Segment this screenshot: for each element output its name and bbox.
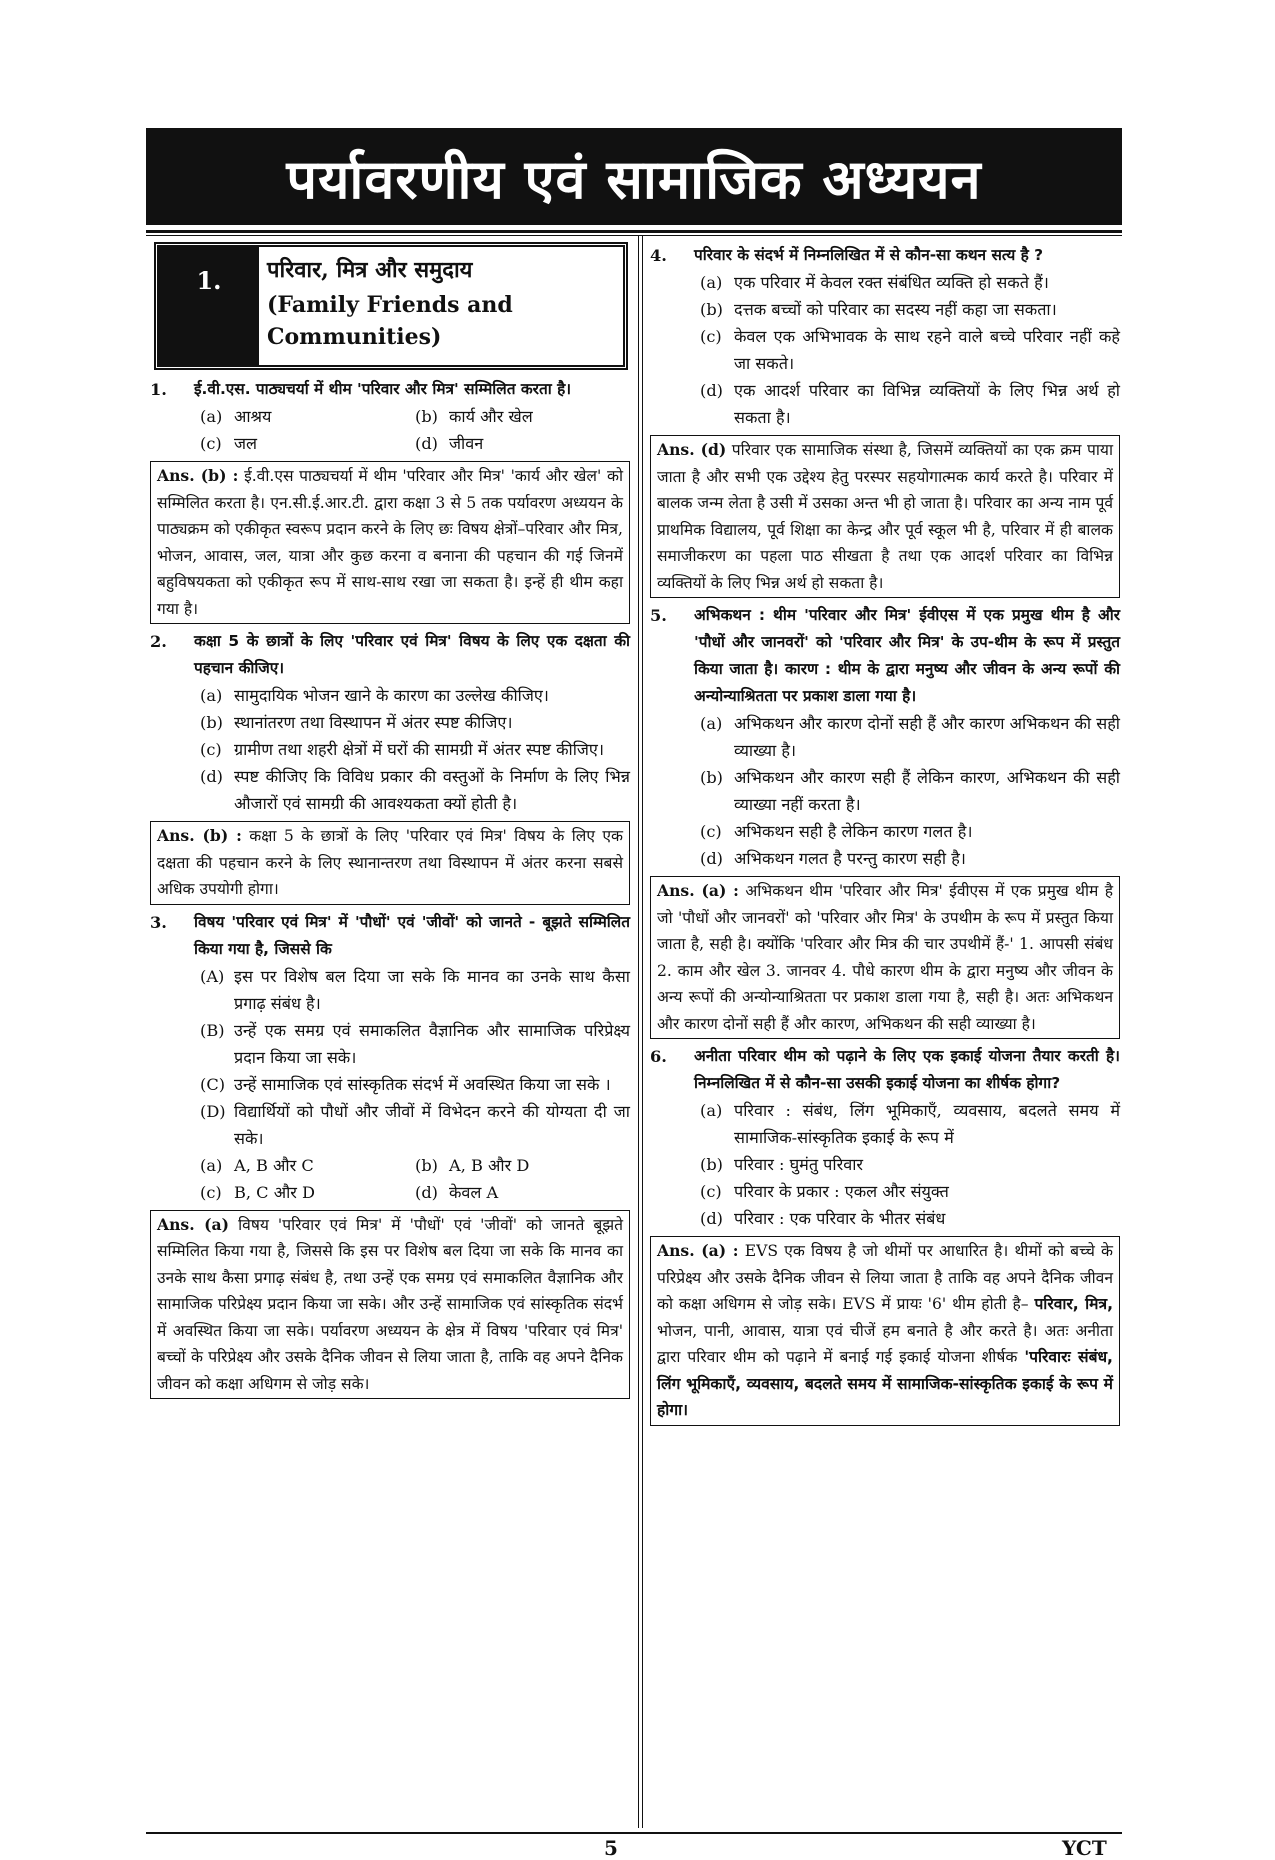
answer-label: Ans. (b) : — [157, 826, 242, 845]
option-text: परिवार के प्रकार : एकल और संयुक्त — [734, 1182, 949, 1201]
page-number: 5 — [604, 1836, 618, 1860]
answer-text: विषय 'परिवार एवं मित्र' में 'पौधों' एवं 'जीवों' को जानते बूझते सम्मिलित किया गया है, जिससे कि इस पर विशेष बल दिया जा सके कि मानव का उनके साथ कैसा प्रगाढ़ संबंध है, तथा उन्हें एक समग्र एवं समाकलित वैज्ञानिक और सामाजिक परिप्रेक्ष्य प्रदान किया जा सके। और उन्हें सामाजिक एवं सांस्कृतिक संदर्भ में अवस्थित किया जा सके। पर्यावरण अध्ययन के क्षेत्र में विषय 'परिवार एवं मित्र' बच्चों के परिप्रेक्ष्य और उसके दैनिक जीवन से लिया जाता है, ताकि वह अपने दैनिक जीवन को कक्षा अधिगम से जोड़ सके। — [157, 1215, 623, 1393]
question-text: परिवार के संदर्भ में निम्नलिखित में से कौन-सा कथन सत्य है ? — [694, 246, 1044, 264]
statement — [200, 963, 630, 1017]
reason-text: कारण : थीम के द्वारा मनुष्य और जीवन के अन्य रूपों की अन्योन्याश्रितता पर प्रकाश डाला गया है। — [694, 660, 1121, 705]
option-label: (c) — [700, 1182, 722, 1201]
bottom-rule — [146, 1832, 1122, 1834]
option-text: जीवन — [449, 434, 484, 453]
option — [700, 323, 1120, 377]
option-label: (b) — [415, 1155, 438, 1175]
option-text: स्पष्ट कीजिए कि विविध प्रकार की वस्तुओं के निर्माण के लिए भिन्न औजारों एवं सामग्री की आवश्यकता क्यों होती है। — [234, 767, 630, 813]
option-text: आश्रय — [234, 407, 272, 426]
answer-box — [150, 461, 630, 624]
statement-text: विद्यार्थियों को पौधों और जीवों में विभेदन करने की योग्यता दी जा सके। — [234, 1101, 630, 1148]
question-text: कक्षा 5 के छात्रों के लिए 'परिवार एवं मित्र' विषय के लिए एक दक्षता की पहचान कीजिए। — [194, 632, 630, 677]
option-label: (a) — [200, 407, 223, 426]
top-rule-thin — [146, 235, 1122, 236]
option-text: एक आदर्श परिवार का विभिन्न व्यक्तियों के लिए भिन्न अर्थ हो सकता है। — [734, 381, 1120, 427]
question — [650, 1043, 1120, 1097]
statement-label: (D) — [200, 1101, 226, 1121]
option-row — [200, 1152, 630, 1179]
option-label: (a) — [700, 714, 723, 733]
option — [700, 296, 1120, 323]
chapter-title-english: (Family Friends and Communities) — [267, 292, 513, 350]
option-label: (d) — [415, 1182, 438, 1202]
answer-highlight: परिवार, मित्र, — [1034, 1295, 1113, 1313]
question-text: ई.वी.एस. पाठ्यचर्या में थीम 'परिवार और मित्र' सम्मिलित करता है। — [194, 380, 572, 398]
option-text: परिवार : घुमंतु परिवार — [734, 1155, 864, 1174]
option-text: A, B और D — [449, 1155, 530, 1175]
chapter-number: 1. — [159, 247, 259, 365]
option-label: (c) — [700, 822, 722, 841]
option — [700, 269, 1120, 296]
chapter-title-hindi: परिवार, मित्र और समुदाय — [267, 257, 473, 283]
option — [700, 764, 1120, 818]
option-text: परिवार : संबंध, लिंग भूमिकाएँ, व्यवसाय, बदलते समय में सामाजिक-सांस्कृतिक इकाई के रूप में — [734, 1101, 1120, 1147]
option-text: सामुदायिक भोजन खाने के कारण का उल्लेख कीजिए। — [234, 686, 549, 705]
statement-text: इस पर विशेष बल दिया जा सके कि मानव का उनके साथ कैसा प्रगाढ़ संबंध है। — [234, 966, 630, 1013]
option — [700, 377, 1120, 431]
option-label: (d) — [700, 1209, 723, 1228]
statement — [200, 1071, 630, 1098]
answer-text: ई.वी.एस पाठ्यचर्या में थीम 'परिवार और मित्र' 'कार्य और खेल' को सम्मिलित करता है। एन.सी.ई.आर.टी. द्वारा कक्षा 3 से 5 तक पर्यावरण अध्ययन के पाठ्यक्रम को एकीकृत स्वरूप प्रदान करने के लिए छः विषय क्षेत्रों–परिवार और मित्र, भोजन, आवास, जल, यात्रा और कुछ करना व बनाना की पहचान की गई जिनमें बहुविषयकता को एकीकृत रूप में साथ-साथ रखा जा सकता है। इन्हें ही थीम कहा गया है। — [157, 467, 623, 618]
option-text: कार्य और खेल — [449, 407, 533, 426]
option-label: (d) — [200, 767, 223, 786]
statement-label: (C) — [200, 1074, 226, 1094]
answer-label: Ans. (a) : — [657, 1241, 739, 1260]
top-rule — [146, 230, 1122, 233]
assertion-text: अभिकथन : थीम 'परिवार और मित्र' ईवीएस में एक प्रमुख थीम है और 'पौधों और जानवरों' को 'परिवार और मित्र' के उप-थीम के रूप में प्रस्तुत किया जाता है। — [694, 606, 1120, 678]
statement-text: उन्हें एक समग्र एवं समाकलित वैज्ञानिक और सामाजिक परिप्रेक्ष्य प्रदान किया जा सके। — [234, 1020, 630, 1067]
answer-text: कक्षा 5 के छात्रों के लिए 'परिवार एवं मित्र' विषय के लिए एक दक्षता की पहचान करने के लिए स्थानान्तरण तथा विस्थापन में अंतर करना सबसे अधिक उपयोगी होगा। — [157, 827, 623, 898]
statement-text: उन्हें सामाजिक एवं सांस्कृतिक संदर्भ में अवस्थित किया जा सके । — [234, 1074, 611, 1094]
page-title: पर्यावरणीय एवं सामाजिक अध्ययन — [146, 128, 1122, 225]
option — [200, 736, 630, 763]
answer-box — [650, 435, 1120, 598]
answer-text: EVS एक विषय है जो थीमों पर आधारित है। थीमों को बच्चे के परिप्रेक्ष्य और उसके दैनिक जीवन से लिया जाता है ताकि वह अपने दैनिक जीवन को कक्षा अधिगम से जोड़ सके। EVS में प्रायः '6' थीम होती है– — [657, 1242, 1113, 1313]
option-text: ग्रामीण तथा शहरी क्षेत्रों में घरों की सामग्री में अंतर स्पष्ट कीजिए। — [234, 740, 604, 759]
question-number: 5. — [650, 606, 667, 625]
answer-text: अभिकथन थीम 'परिवार और मित्र' ईवीएस में एक प्रमुख थीम है जो 'पौधों और जानवरों' को 'परिवार और मित्र' के उपथीम के रूप में प्रस्तुत किया जाता है, सही है। क्योंकि 'परिवार और मित्र की चार उपथीमें हैं-' 1. आपसी संबंध 2. काम और खेल 3. जानवर 4. पौधे कारण थीम के द्वारा मनुष्य और जीवन के अन्य रूपों की अन्योन्याश्रितता पर प्रकाश डाला गया है, सही है। अतः अभिकथन और कारण दोनों सही हैं और कारण, अभिकथन की सही व्याख्या है। — [657, 882, 1113, 1033]
option — [700, 845, 1120, 872]
option-text: एक परिवार में केवल रक्त संबंधित व्यक्ति हो सकते हैं। — [734, 273, 1049, 292]
option-label: (b) — [700, 1155, 723, 1174]
option-text: अभिकथन और कारण सही हैं लेकिन कारण, अभिकथन की सही व्याख्या नहीं करता है। — [734, 768, 1120, 814]
option-label: (a) — [700, 1101, 723, 1120]
question — [150, 628, 630, 682]
option-text: स्थानांतरण तथा विस्थापन में अंतर स्पष्ट कीजिए। — [234, 713, 513, 732]
column-divider — [638, 236, 639, 1828]
statement — [200, 1017, 630, 1071]
question-text: विषय 'परिवार एवं मित्र' में 'पौधों' एवं 'जीवों' को जानते - बूझते सम्मिलित किया गया है, जिससे कि — [194, 912, 630, 958]
option — [700, 818, 1120, 845]
answer-label: Ans. (a) — [157, 1214, 230, 1234]
question — [650, 242, 1120, 269]
option-label: (b) — [415, 407, 438, 426]
option-label: (d) — [700, 381, 723, 400]
question-number: 4. — [650, 246, 667, 265]
question-text: अनीता परिवार थीम को पढ़ाने के लिए एक इकाई योजना तैयार करती है। निम्नलिखित में से कौन-सा उसकी इकाई योजना का शीर्षक होगा? — [694, 1047, 1120, 1092]
statement-label: (A) — [200, 966, 225, 986]
option-label: (d) — [700, 849, 723, 868]
option — [200, 709, 630, 736]
option — [700, 1178, 1120, 1205]
question-number: 1. — [150, 380, 167, 399]
option-label: (b) — [700, 768, 723, 787]
answer-box — [150, 1210, 630, 1400]
option-label: (c) — [200, 434, 222, 453]
publisher-brand: YCT — [1062, 1836, 1107, 1860]
option — [200, 763, 630, 817]
option-label: (c) — [200, 1182, 222, 1202]
option — [200, 682, 630, 709]
option-label: (c) — [200, 740, 222, 759]
answer-label: Ans. (d) — [657, 440, 727, 459]
statement — [200, 1098, 630, 1152]
answer-box — [650, 1236, 1120, 1426]
option-label: (a) — [200, 686, 223, 705]
question — [150, 376, 630, 403]
option — [700, 1151, 1120, 1178]
option-text: अभिकथन गलत है परन्तु कारण सही है। — [734, 849, 966, 868]
question — [650, 602, 1120, 710]
answer-box — [150, 821, 630, 905]
option-label: (d) — [415, 434, 438, 453]
option-text: जल — [234, 434, 257, 453]
question — [150, 909, 630, 963]
option-text: अभिकथन सही है लेकिन कारण गलत है। — [734, 822, 973, 841]
option-label: (b) — [700, 300, 723, 319]
option-text: परिवार : एक परिवार के भीतर संबंध — [734, 1209, 946, 1228]
left-column — [150, 240, 630, 1403]
answer-label: Ans. (b) : — [157, 466, 239, 485]
question-text — [694, 602, 1120, 710]
option-label: (a) — [200, 1155, 223, 1175]
chapter-heading — [154, 242, 628, 370]
answer-label: Ans. (a) : — [657, 881, 739, 900]
answer-box — [650, 876, 1120, 1039]
question-number: 2. — [150, 632, 167, 651]
answer-text: परिवार एक सामाजिक संस्था है, जिसमें व्यक्तियों का एक क्रम पाया जाता है और सभी एक उद्देश्य हेतु परस्पर सहयोगात्मक कार्य करते है। परिवार में बालक जन्म लेता है उसी में उसका अन्त भी हो जाता है। परिवार का अन्य नाम पूर्व प्राथमिक विद्यालय, पूर्व शिक्षा का केन्द्र और पूर्व स्कूल भी है, परिवार में ही बालक समाजीकरण का पहला पाठ सीखता है तथा एक आदर्श परिवार का विभिन्न व्यक्तियों के लिए भिन्न अर्थ हो सकता है। — [657, 441, 1113, 592]
right-column — [650, 240, 1120, 1430]
option-label: (c) — [700, 327, 722, 346]
chapter-title — [259, 247, 623, 365]
option-row — [200, 1179, 630, 1206]
option-text: अभिकथन और कारण दोनों सही हैं और कारण अभिकथन की सही व्याख्या है। — [734, 714, 1120, 760]
option-row — [200, 430, 630, 457]
option — [700, 1205, 1120, 1232]
column-divider — [642, 236, 643, 1828]
statement-label: (B) — [200, 1020, 225, 1040]
option-text: केवल एक अभिभावक के साथ रहने वाले बच्चे परिवार नहीं कहे जा सकते। — [734, 327, 1120, 373]
option-label: (b) — [200, 713, 223, 732]
option — [700, 710, 1120, 764]
option-label: (a) — [700, 273, 723, 292]
answer-highlight: 'परिवारः संबंध, लिंग भूमिकाएँ, व्यवसाय, बदलते समय में सामाजिक-सांस्कृतिक इकाई के रूप में होगा। — [657, 1348, 1113, 1419]
question-number: 3. — [150, 912, 167, 932]
option — [700, 1097, 1120, 1151]
option-row — [200, 403, 630, 430]
option-text: दत्तक बच्चों को परिवार का सदस्य नहीं कहा जा सकता। — [734, 300, 1057, 319]
option-text: केवल A — [449, 1182, 499, 1202]
option-text: B, C और D — [234, 1182, 316, 1202]
question-number: 6. — [650, 1047, 667, 1066]
option-text: A, B और C — [234, 1155, 314, 1175]
answer-text-continued: भोजन, पानी, आवास, यात्रा एवं चीजें हम बनाते है और करते है। अतः अनीता द्वारा परिवार थीम को पढ़ाने में बनाई गई इकाई योजना शीर्षक — [657, 1321, 1113, 1366]
